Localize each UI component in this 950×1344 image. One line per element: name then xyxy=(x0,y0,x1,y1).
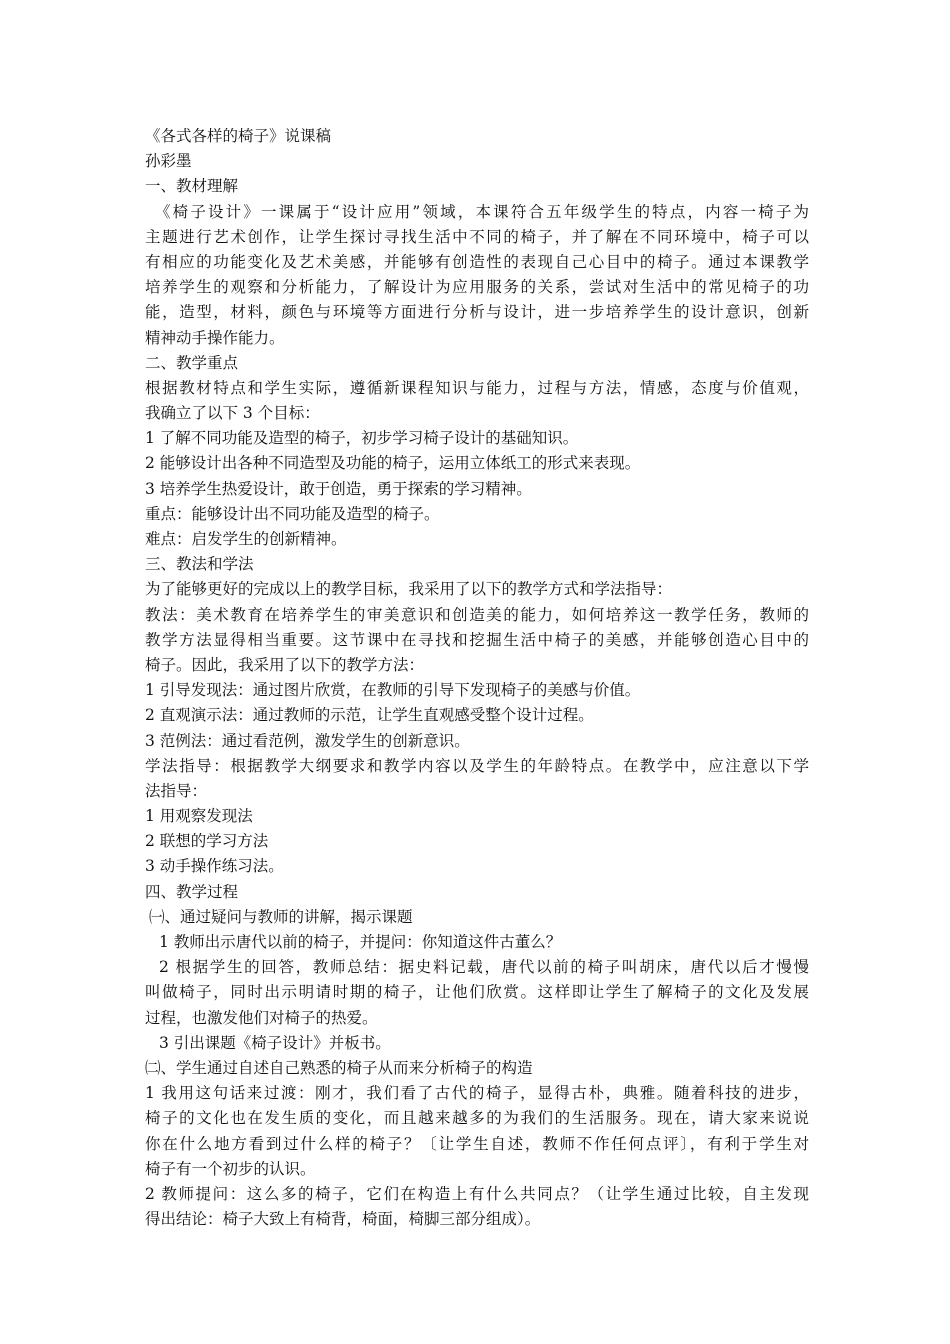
subsection-heading: ㈡、学生通过自述自己熟悉的椅子从而来分析椅子的构造 xyxy=(145,1058,533,1077)
list-item: 2 直观演示法：通过教师的示范，让学生直观感受整个设计过程。 xyxy=(145,706,594,725)
paragraph-line: 椅子有一个初步的认识。 xyxy=(145,1159,316,1178)
list-item: 1 用观察发现法 xyxy=(145,807,253,826)
list-item: 3 引出课题《椅子设计》并板书。 xyxy=(159,1033,391,1052)
document-author: 孙彩墨 xyxy=(145,152,192,171)
paragraph-line: 学法指导：根据教学大纲要求和教学内容以及学生的年龄特点。在教学中，应注意以下学 xyxy=(145,756,809,775)
document-page xyxy=(145,124,809,1232)
paragraph-line: 为了能够更好的完成以上的教学目标，我采用了以下的教学方式和学法指导： xyxy=(145,580,673,599)
section-heading: 四、教学过程 xyxy=(145,882,239,901)
list-item: 3 培养学生热爱设计，敢于创造，勇于探索的学习精神。 xyxy=(145,479,532,498)
list-item: 1 引导发现法：通过图片欣赏，在教师的引导下发现椅子的美感与价值。 xyxy=(145,681,641,700)
list-item: 1 了解不同功能及造型的椅子，初步学习椅子设计的基础知识。 xyxy=(145,429,579,448)
paragraph-line: 椅子。因此，我采用了以下的教学方法： xyxy=(145,655,425,674)
list-item: 2 联想的学习方法 xyxy=(145,832,269,851)
document-title: 《各式各样的椅子》说课稿 xyxy=(145,127,332,145)
list-item: 2 能够设计出各种不同造型及功能的椅子，运用立体纸工的形式来表现。 xyxy=(145,454,641,473)
list-item: 3 动手操作练习法。 xyxy=(145,857,284,876)
paragraph-line: 叫做椅子，同时出示明请时期的椅子，让他们欣赏。这样即让学生了解椅子的文化及发展 xyxy=(145,983,809,1002)
paragraph-line: 能，造型，材料，颜色与环境等方面进行分析与设计，进一步培养学生的设计意识，创新 xyxy=(145,303,809,322)
paragraph-line: 难点：启发学生的创新精神。 xyxy=(145,530,347,548)
paragraph-line: 椅子的文化也在发生质的变化，而且越来越多的为我们的生活服务。现在，请大家来说说 xyxy=(145,1109,809,1128)
paragraph-line: 主题进行艺术创作，让学生探讨寻找生活中不同的椅子，并了解在不同环境中，椅子可以 xyxy=(145,227,809,246)
list-item: 1 教师出示唐代以前的椅子，并提问：你知道这件古董么？ xyxy=(159,933,562,951)
paragraph-line: 教法：美术教育在培养学生的审美意识和创造美的能力，如何培养这一教学任务，教师的 xyxy=(145,605,809,624)
paragraph-line: 根据教材特点和学生实际，遵循新课程知识与能力，过程与方法，情感，态度与价值观， xyxy=(145,378,809,397)
paragraph-line: 得出结论：椅子大致上有椅背，椅面，椅脚三部分组成）。 xyxy=(145,1210,541,1229)
paragraph-line: 有相应的功能变化及艺术美感，并能够有创造性的表现自己心目中的椅子。通过本课教学 xyxy=(145,252,809,271)
paragraph-line: 教学方法显得相当重要。这节课中在寻找和挖掘生活中椅子的美感，并能够创造心目中的 xyxy=(145,630,809,649)
paragraph-line: 你在什么地方看到过什么样的椅子？〔让学生自述，教师不作任何点评〕，有利于学生对 xyxy=(145,1134,809,1153)
list-item: 2 根据学生的回答，教师总结：据史料记载，唐代以前的椅子叫胡床，唐代以后才慢慢 xyxy=(159,958,809,977)
paragraph-line: 法指导： xyxy=(145,781,208,800)
paragraph-line: 培养学生的观察和分析能力，了解设计为应用服务的关系，尝试对生活中的常见椅子的功 xyxy=(145,278,809,297)
section-heading: 三、教法和学法 xyxy=(145,555,254,574)
paragraph-line: 重点：能够设计出不同功能及造型的椅子。 xyxy=(145,504,440,523)
paragraph-line: 精神动手操作能力。 xyxy=(145,328,285,347)
subsection-heading: ㈠、通过疑问与教师的讲解，揭示课题 xyxy=(149,907,413,926)
paragraph-line: 过程，也激发他们对椅子的热爱。 xyxy=(145,1008,378,1027)
list-item: 2 教师提问：这么多的椅子，它们在构造上有什么共同点？（让学生通过比较，自主发现 xyxy=(145,1184,809,1203)
section-heading: 二、教学重点 xyxy=(145,353,239,372)
list-item: 3 范例法：通过看范例，激发学生的创新意识。 xyxy=(145,731,470,750)
paragraph-line: 《椅子设计》一课属于“设计应用”领域，本课符合五年级学生的特点，内容一椅子为 xyxy=(155,202,809,221)
section-heading: 一、教材理解 xyxy=(145,177,239,196)
paragraph-line: 我确立了以下 3 个目标： xyxy=(145,404,320,423)
list-item: 1 我用这句话来过渡：刚才，我们看了古代的椅子，显得古朴，典雅。随着科技的进步， xyxy=(145,1084,809,1103)
